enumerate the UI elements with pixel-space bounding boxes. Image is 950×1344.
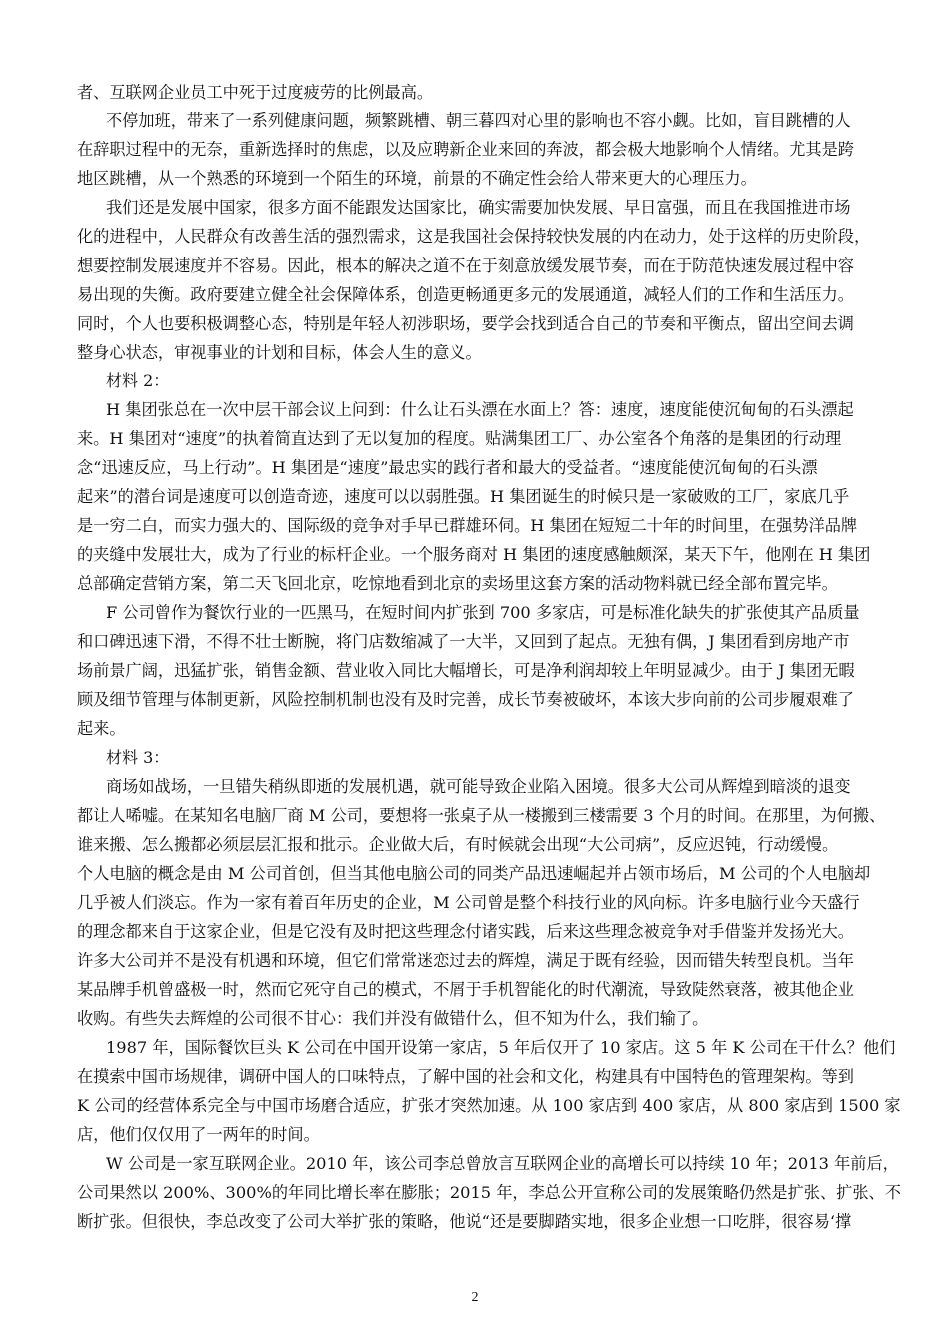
text-line: 总部确定营销方案，第二天飞回北京，吃惊地看到北京的卖场里这套方案的活动物料就已经全部布置完毕。 [77,574,838,593]
text-line: 许多大公司并不是没有机遇和环境，但它们常常迷恋过去的辉煌，满足于既有经验，因而错失转型良机。当年 [77,951,854,970]
text-line: 我们还是发展中国家，很多方面不能跟发达国家比，确实需要加快发展、早日富强，而且在我国推进市场 [106,198,851,217]
text-line: 在摸索中国市场规律，调研中国人的口味特点，了解中国的社会和文化，构建具有中国特色的管理架构。等到 [77,1067,854,1086]
text-line: 公司果然以 200%、300%的年同比增长率在膨胀；2015 年，李总公开宣称公司的发展策略仍然是扩张、扩张、不 [77,1183,901,1202]
text-line: 来。H 集团对“速度”的执着简直达到了无以复加的程度。贴满集团工厂、办公室各个角落的是集团的行动理 [77,429,842,448]
text-line: 和口碑迅速下滑，不得不壮士断腕，将门店数缩减了一大半，又回到了起点。无独有偶，J 集团看到房地产市 [77,632,850,651]
text-line: 整身心状态，审视事业的计划和目标，体会人生的意义。 [77,343,482,362]
text-line: 是一穷二白，而实力强大的、国际级的竞争对手早已群雄环伺。H 集团在短短二十年的时间里，在强势洋品牌 [77,516,858,535]
text-line: 同时，个人也要积极调整心态，特别是年轻人初涉职场，要学会找到适合自己的节奏和平衡点，留出空间去调 [77,314,854,333]
text-line: 念“迅速反应，马上行动”。H 集团是“速度”最忠实的践行者和最大的受益者。“速度能使沉甸甸的石头漂 [77,458,818,477]
text-line: 化的进程中，人民群众有改善生活的强烈需求，这是我国社会保持较快发展的内在动力，处于这样的历史阶段， [77,227,871,246]
text-line: 场前景广阔，迅猛扩张，销售金额、营业收入同比大幅增长，可是净利润却较上年明显减少。由于 J 集团无暇 [77,661,855,680]
text-line: H 集团张总在一次中层干部会议上问到：什么让石头漂在水面上？答：速度，速度能使沉甸甸的石头漂起 [106,400,854,419]
text-line: W 公司是一家互联网企业。2010 年，该公司李总曾放言互联网企业的高增长可以持续 10 年；2013 年前后， [106,1154,899,1173]
text-line: 几乎被人们淡忘。作为一家有着百年历史的企业，M 公司曾是整个科技行业的风向标。许多电脑行业今天盛行 [77,893,860,912]
text-line: 者、互联网企业员工中死于过度疲劳的比例最高。 [77,83,434,102]
text-line: 商场如战场，一旦错失稍纵即逝的发展机遇，就可能导致企业陷入困境。很多大公司从辉煌到暗淡的退变 [106,777,851,796]
text-line: 起来”的潜台词是速度可以创造奇迹，速度可以以弱胜强。H 集团诞生的时候只是一家破败的工厂，家底几乎 [77,487,850,506]
text-line: 不停加班，带来了一系列健康问题，频繁跳槽、朝三暮四对心里的影响也不容小觑。比如，盲目跳槽的人 [106,111,851,130]
text-line: 的理念都来自于这家企业，但是它没有及时把这些理念付诸实践，后来这些理念被竞争对手借鉴并发扬光大。 [77,922,854,941]
section-heading: 材料 2： [106,371,170,390]
text-line: 某品牌手机曾盛极一时，然而它死守自己的模式，不屑于手机智能化的时代潮流，导致陡然衰落，被其他企业 [77,980,854,999]
text-line: 易出现的失衡。政府要建立健全社会保障体系，创造更畅通更多元的发展通道，减轻人们的工作和生活压力。 [77,285,854,304]
text-line: 谁来搬、怎么搬都必须层层汇报和批示。企业做大后，有时候就会出现“大公司病”，反应迟钝，行动缓慢。 [77,835,839,854]
text-line: 店，他们仅仅用了一两年的时间。 [77,1125,320,1144]
text-line: 断扩张。但很快，李总改变了公司大举扩张的策略，他说“还是要脚踏实地，很多企业想一口吃胖，很容易‘撑 [77,1212,852,1231]
text-line: K 公司的经营体系完全与中国市场磨合适应，扩张才突然加速。从 100 家店到 400 家店，从 800 家店到 1500 家 [77,1096,901,1115]
text-line: 收购。有些失去辉煌的公司很不甘心：我们并没有做错什么，但不知为什么，我们输了。 [77,1009,709,1028]
text-line: 的夹缝中发展壮大，成为了行业的标杆企业。一个服务商对 H 集团的速度感触颇深，某天下午，他刚在 H 集团 [77,545,871,564]
text-line: 顾及细节管理与体制更新，风险控制机制也没有及时完善，成长节奏被破坏，本该大步向前的公司步履艰难了 [77,690,854,709]
text-line: 起来。 [77,719,126,738]
text-line: 个人电脑的概念是由 M 公司首创，但当其他电脑公司的同类产品迅速崛起并占领市场后，M 公司的个人电脑却 [77,864,871,883]
text-line: 都让人唏嘘。在某知名电脑厂商 M 公司，要想将一张桌子从一楼搬到三楼需要 3 个月的时间。在那里，为何搬、 [77,806,886,825]
text-line: 1987 年，国际餐饮巨头 K 公司在中国开设第一家店，5 年后仅开了 10 家店。这 5 年 K 公司在干什么？他们 [106,1038,896,1057]
text-line: 在辞职过程中的无奈，重新选择时的焦虑，以及应聘新企业来回的奔波，都会极大地影响个人情绪。尤其是跨 [77,140,854,159]
page-number: 2 [471,1290,479,1305]
text-line: F 公司曾作为餐饮行业的一匹黑马，在短时间内扩张到 700 多家店，可是标准化缺失的扩张使其产品质量 [106,603,860,622]
section-heading: 材料 3： [106,748,170,767]
text-line: 地区跳槽，从一个熟悉的环境到一个陌生的环境，前景的不确定性会给人带来更大的心理压力。 [77,169,757,188]
text-line: 想要控制发展速度并不容易。因此，根本的解决之道不在于刻意放缓发展节奏，而在于防范快速发展过程中容 [77,256,854,275]
